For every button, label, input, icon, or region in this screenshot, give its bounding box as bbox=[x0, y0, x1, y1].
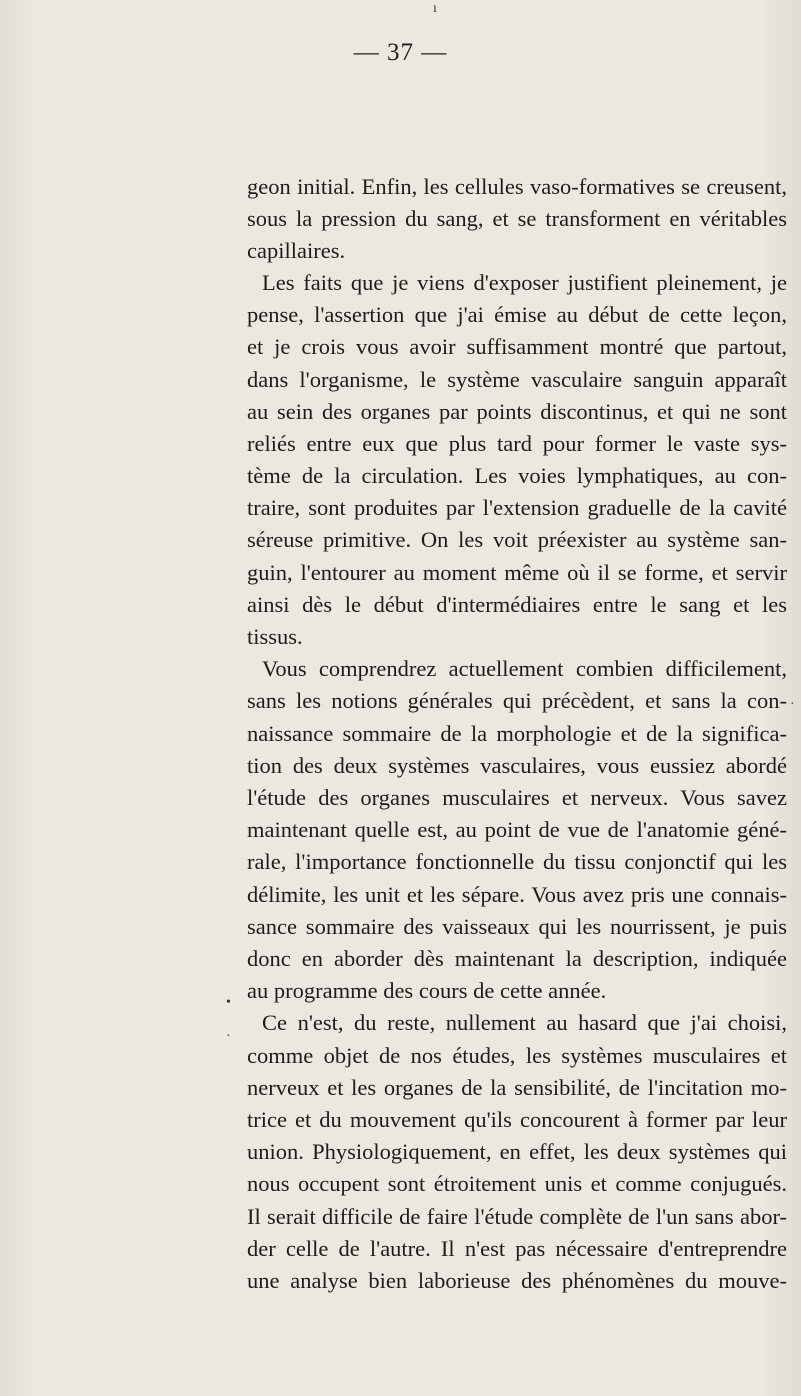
margin-mark: · bbox=[226, 1029, 231, 1044]
text-line: geon initial. Enfin, les cellules vaso-formatives se creusent, bbox=[247, 174, 787, 199]
text-line: reliés entre eux que plus tard pour former le vaste sys- bbox=[247, 431, 787, 456]
text-line: délimite, les unit et les sépare. Vous avez pris une connais- bbox=[247, 882, 787, 907]
text-line: nous occupent sont étroitement unis et comme conjugués. bbox=[247, 1171, 787, 1196]
text-line: tème de la circulation. Les voies lymphatiques, au con- bbox=[247, 463, 787, 488]
text-line: l'étude des organes musculaires et nerveux. Vous savez bbox=[247, 785, 787, 810]
text-line: ainsi dès le début d'intermédiaires entre le sang et les bbox=[247, 592, 787, 617]
text-line: sans les notions générales qui précèdent, et sans la con- bbox=[247, 688, 787, 713]
ink-speck: ı bbox=[433, 1, 437, 16]
text-line: sous la pression du sang, et se transforment en véritables bbox=[247, 206, 787, 231]
text-line: une analyse bien laborieuse des phénomènes du mouve- bbox=[247, 1268, 787, 1293]
text-line: Les faits que je viens d'exposer justifient pleinement, je bbox=[262, 270, 787, 295]
text-line: traire, sont produites par l'extension graduelle de la cavité bbox=[247, 495, 787, 520]
text-line: tion des deux systèmes vasculaires, vous eussiez abordé bbox=[247, 753, 787, 778]
text-line: dans l'organisme, le système vasculaire sanguin apparaît bbox=[247, 367, 787, 392]
text-line: Ce n'est, du reste, nullement au hasard que j'ai choisi, bbox=[262, 1010, 787, 1035]
text-line: capillaires. bbox=[247, 238, 346, 263]
text-line: pense, l'assertion que j'ai émise au début de cette leçon, bbox=[247, 302, 787, 327]
text-line: rale, l'importance fonctionnelle du tissu conjonctif qui les bbox=[247, 849, 787, 874]
text-line: der celle de l'autre. Il n'est pas nécessaire d'entreprendre bbox=[247, 1236, 787, 1261]
text-line: nerveux et les organes de la sensibilité, de l'incitation mo- bbox=[247, 1075, 787, 1100]
text-line: au programme des cours de cette année. bbox=[247, 978, 607, 1003]
text-line: séreuse primitive. On les voit préexister au système san- bbox=[247, 527, 787, 552]
text-line: maintenant quelle est, au point de vue de l'anatomie géné- bbox=[247, 817, 787, 842]
text-line: trice et du mouvement qu'ils concourent à former par leur bbox=[247, 1107, 787, 1132]
margin-mark: · bbox=[790, 697, 795, 712]
page-number: — 37 — bbox=[353, 39, 448, 66]
text-line: Il serait difficile de faire l'étude complète de l'un sans abor- bbox=[247, 1204, 787, 1229]
text-line: au sein des organes par points discontinus, et qui ne sont bbox=[247, 399, 787, 424]
margin-mark: • bbox=[226, 995, 231, 1010]
text-line: tissus. bbox=[247, 624, 303, 649]
text-line: naissance sommaire de la morphologie et de la significa- bbox=[247, 721, 787, 746]
text-line: sance sommaire des vaisseaux qui les nourrissent, je puis bbox=[247, 914, 787, 939]
text-line: et je crois vous avoir suffisamment montré que partout, bbox=[247, 334, 787, 359]
text-line: comme objet de nos études, les systèmes musculaires et bbox=[247, 1043, 787, 1068]
text-line: guin, l'entourer au moment même où il se forme, et servir bbox=[247, 560, 787, 585]
text-line: union. Physiologiquement, en effet, les deux systèmes qui bbox=[247, 1139, 787, 1164]
text-line: donc en aborder dès maintenant la description, indiquée bbox=[247, 946, 787, 971]
text-line: Vous comprendrez actuellement combien difficilement, bbox=[262, 656, 787, 681]
